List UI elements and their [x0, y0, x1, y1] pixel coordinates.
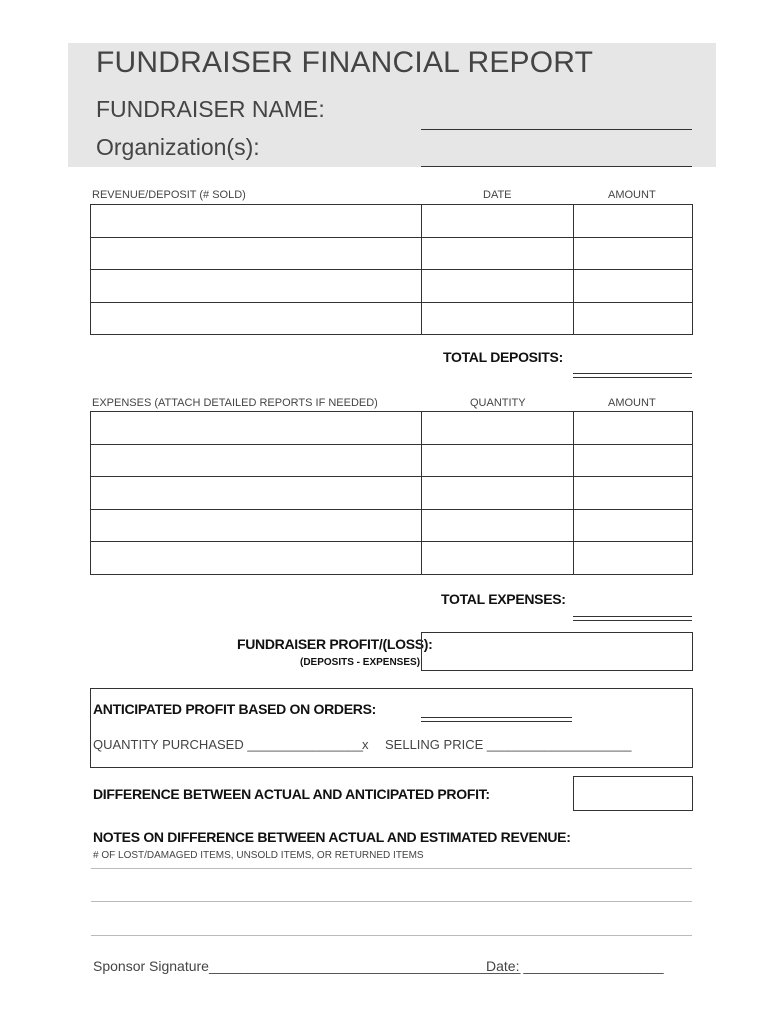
page-title: FUNDRAISER FINANCIAL REPORT [96, 46, 594, 79]
revenue-desc-cell[interactable] [91, 205, 422, 238]
table-row [91, 477, 693, 510]
quantity-purchased-field[interactable]: QUANTITY PURCHASED ________________ [93, 737, 364, 752]
expense-desc-cell[interactable] [91, 412, 422, 445]
notes-sublabel: # OF LOST/DAMAGED ITEMS, UNSOLD ITEMS, OR RETURNED ITEMS [93, 850, 424, 861]
organization-field[interactable] [421, 166, 692, 167]
expense-amount-cell[interactable] [574, 509, 693, 542]
revenue-desc-cell[interactable] [91, 302, 422, 335]
expense-desc-cell[interactable] [91, 477, 422, 510]
revenue-desc-cell[interactable] [91, 237, 422, 270]
table-row [91, 444, 693, 477]
fundraiser-name-field[interactable] [421, 129, 692, 130]
fundraiser-name-label: FUNDRAISER NAME: [96, 96, 325, 122]
revenue-table [90, 204, 693, 335]
organization-label: Organization(s): [96, 134, 260, 160]
expense-amount-cell[interactable] [574, 542, 693, 575]
expense-amount-cell[interactable] [574, 412, 693, 445]
revenue-date-cell[interactable] [422, 270, 574, 303]
expense-qty-cell[interactable] [422, 542, 574, 575]
revenue-date-cell[interactable] [422, 237, 574, 270]
table-row [91, 542, 693, 575]
revenue-amount-cell[interactable] [574, 237, 693, 270]
revenue-date-cell[interactable] [422, 205, 574, 238]
revenue-date-cell[interactable] [422, 302, 574, 335]
expense-amount-cell[interactable] [574, 477, 693, 510]
table-row [91, 205, 693, 238]
expense-qty-cell[interactable] [422, 477, 574, 510]
table-row [91, 509, 693, 542]
table-row [91, 302, 693, 335]
profit-sublabel: (DEPOSITS - EXPENSES) [300, 657, 421, 668]
revenue-date-header: DATE [483, 189, 512, 201]
revenue-amount-cell[interactable] [574, 205, 693, 238]
difference-field[interactable] [573, 776, 693, 811]
revenue-amount-cell[interactable] [574, 302, 693, 335]
expense-amount-cell[interactable] [574, 444, 693, 477]
total-deposits-label: TOTAL DEPOSITS: [443, 349, 563, 365]
expense-qty-cell[interactable] [422, 509, 574, 542]
revenue-desc-cell[interactable] [91, 270, 422, 303]
expense-desc-cell[interactable] [91, 444, 422, 477]
total-deposits-field[interactable] [573, 373, 692, 378]
notes-line[interactable] [91, 901, 692, 902]
expense-desc-cell[interactable] [91, 509, 422, 542]
expenses-amount-header: AMOUNT [608, 397, 656, 409]
sponsor-signature-field[interactable]: Sponsor Signature________________________________________ [93, 958, 521, 974]
signature-date-field[interactable]: Date: __________________ [486, 958, 664, 974]
expense-qty-cell[interactable] [422, 444, 574, 477]
table-row [91, 237, 693, 270]
multiply-sign: x [362, 737, 369, 752]
expenses-col-header: EXPENSES (ATTACH DETAILED REPORTS IF NEEDED) [92, 397, 378, 409]
notes-label: NOTES ON DIFFERENCE BETWEEN ACTUAL AND ESTIMATED REVENUE: [93, 829, 571, 845]
profit-label: FUNDRAISER PROFIT/(LOSS): [237, 636, 433, 652]
revenue-amount-header: AMOUNT [608, 189, 656, 201]
selling-price-field[interactable]: SELLING PRICE ____________________ [385, 737, 632, 752]
anticipated-profit-label: ANTICIPATED PROFIT BASED ON ORDERS: [93, 701, 376, 717]
table-row [91, 270, 693, 303]
expense-qty-cell[interactable] [422, 412, 574, 445]
expenses-quantity-header: QUANTITY [470, 397, 526, 409]
expense-desc-cell[interactable] [91, 542, 422, 575]
anticipated-profit-box [90, 688, 693, 768]
anticipated-profit-field[interactable] [421, 717, 572, 722]
revenue-amount-cell[interactable] [574, 270, 693, 303]
total-expenses-label: TOTAL EXPENSES: [441, 591, 566, 607]
revenue-col-header: REVENUE/DEPOSIT (# SOLD) [92, 189, 246, 201]
table-row [91, 412, 693, 445]
profit-field[interactable] [421, 632, 693, 671]
difference-label: DIFFERENCE BETWEEN ACTUAL AND ANTICIPATED PROFIT: [93, 786, 490, 802]
notes-line[interactable] [91, 935, 692, 936]
notes-line[interactable] [91, 868, 692, 869]
expenses-table [90, 411, 693, 575]
total-expenses-field[interactable] [573, 616, 692, 621]
